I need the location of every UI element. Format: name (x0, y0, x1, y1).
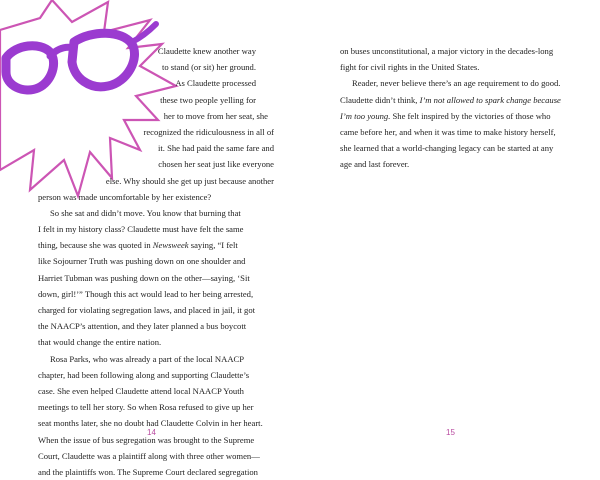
text-line: the NAACP’s attention, and they later planned a bus boycott (38, 321, 247, 332)
text-line: So she sat and didn’t move. You know that burning that (50, 207, 241, 218)
text-line: she learned that a world-changing legacy can be started at any (340, 143, 554, 154)
right-body-text (340, 43, 586, 173)
text-line: like Sojourner Truth was pushing down on one shoulder and (38, 256, 246, 267)
text-line-part: I’m too young. She felt inspired by the victories of those who (340, 110, 551, 121)
text-line: came before her, and when it was time to make history herself, (340, 126, 556, 137)
right-page (300, 0, 600, 450)
text-line: down, girl!’” Though this act would lead to her being arrested, (38, 288, 254, 299)
text-line: When the issue of bus segregation was brought to the Supreme (38, 434, 255, 445)
italic-text: Newsweek (152, 240, 189, 251)
page-number: 15 (446, 428, 455, 437)
text-line: her to move from her seat, she (163, 110, 268, 121)
text-line: recognized the ridiculousness in all of (143, 126, 274, 137)
text-line: age and last forever. (340, 159, 410, 170)
text-line: it. She had paid the same fare and (158, 143, 274, 154)
text-line: person was made uncomfortable by her existence? (38, 191, 212, 202)
text-line: that would change the entire nation. (38, 337, 162, 348)
text-line (340, 92, 586, 108)
text-line: on buses unconstitutional, a major victory in the decades-long (340, 46, 554, 56)
text-line: I felt in my history class? Claudette must have felt the same (38, 224, 244, 235)
text-line: Court, Claudette was a plaintiff along with three other women— (38, 450, 260, 461)
text-line: these two people yelling for (160, 94, 256, 105)
text-line: else. Why should she get up just because another (105, 175, 274, 186)
text-line-part: Claudette didn’t think, I’m not allowed to spark change because (340, 94, 561, 105)
left-body-text (38, 43, 274, 480)
text-line: As Claudette processed (175, 78, 256, 89)
left-page (0, 0, 300, 477)
text-line: meetings to tell her story. So when Rosa refused to give up her (38, 402, 254, 413)
page-number: 14 (147, 428, 156, 437)
text-line: case. She even helped Claudette attend local NAACP Youth (38, 385, 244, 396)
text-line: and the plaintiffs won. The Supreme Court declared segregation (38, 466, 258, 477)
text-line (340, 108, 586, 124)
text-line: to stand (or sit) her ground. (161, 62, 256, 73)
text-line: Rosa Parks, who was already a part of the local NAACP (50, 353, 245, 364)
italic-text: I’m too young. (340, 110, 391, 121)
text-line: chapter, had been following along and supporting Claudette’s (38, 369, 250, 380)
text-line: thing, because she was quoted in Newsweek saying, “I felt (38, 240, 238, 251)
text-line: charged for violating segregation laws, and placed in jail, it got (38, 305, 256, 315)
text-line: seat months later, she no doubt had Claudette Colvin in her heart. (38, 418, 263, 429)
text-line: Reader, never believe there’s an age requirement to do good. (352, 78, 561, 89)
text-line: Harriet Tubman was pushing down on the other—saying, ‘Sit (38, 272, 250, 283)
text-line: Claudette knew another way (157, 46, 256, 56)
text-line: fight for civil rights in the United States. (340, 62, 480, 73)
text-line: chosen her seat just like everyone (158, 159, 274, 170)
italic-text: I’m not allowed to spark change because (419, 94, 561, 105)
